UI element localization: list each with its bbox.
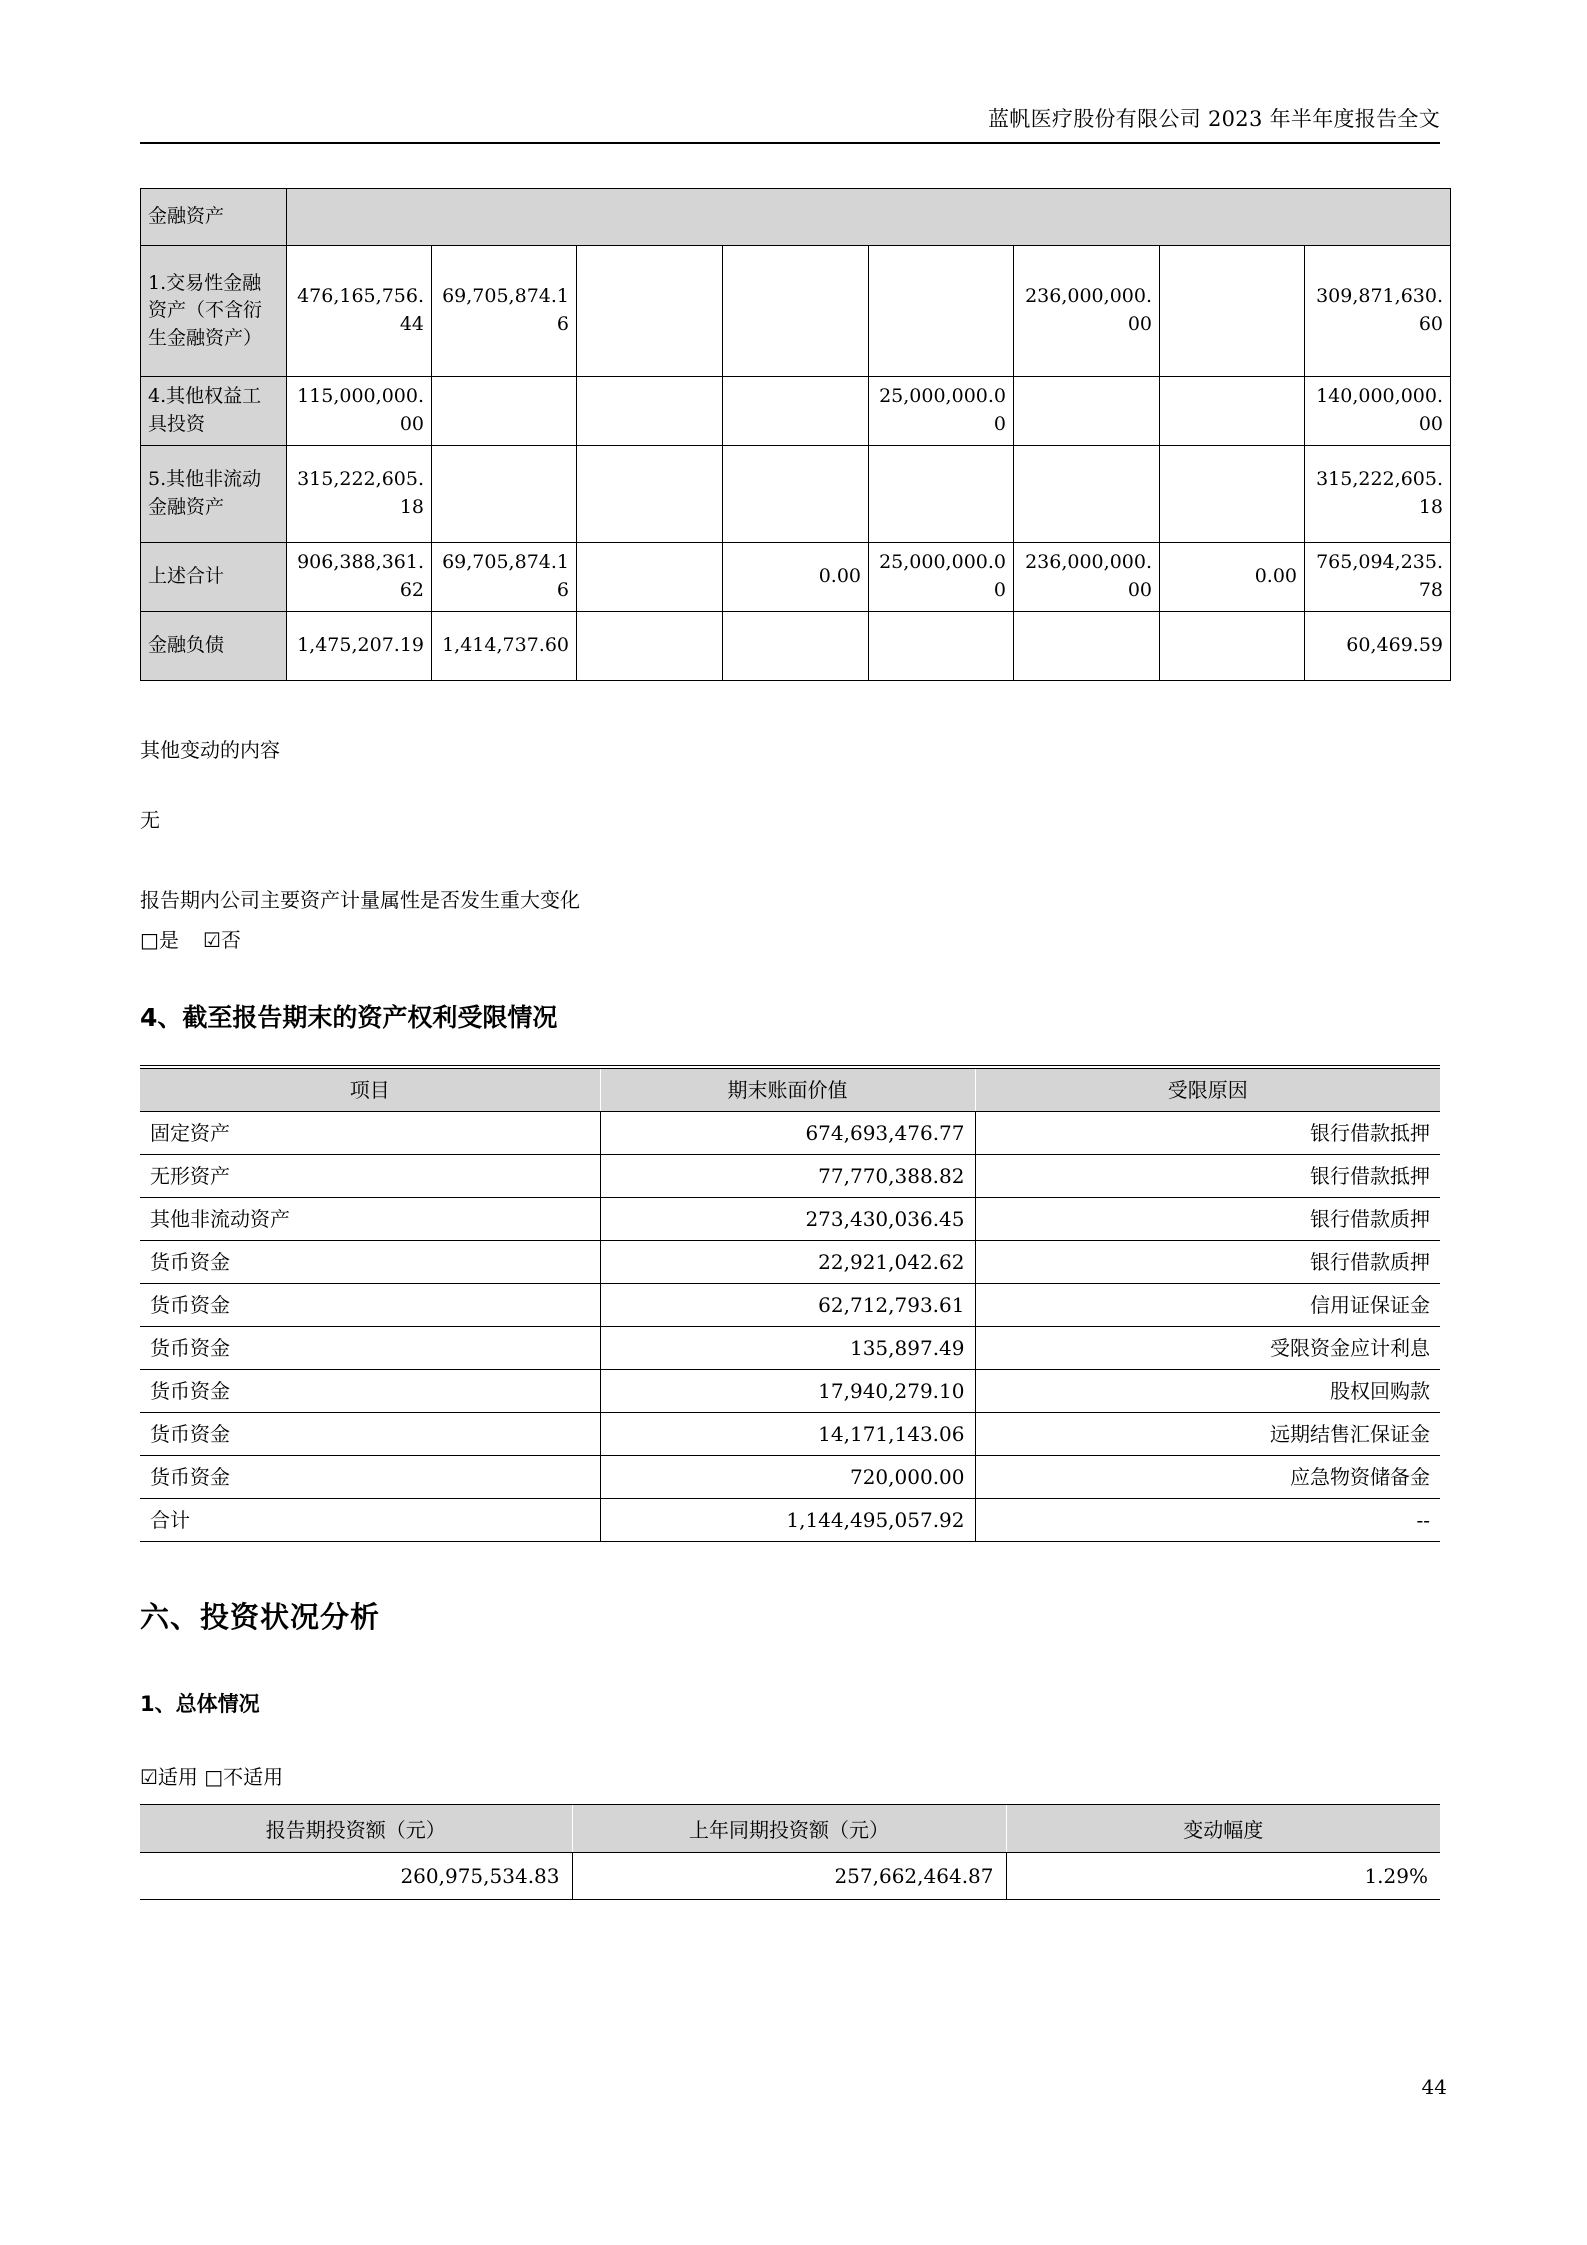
cell-value: 720,000.00 <box>600 1456 975 1499</box>
cell-prior-period: 257,662,464.87 <box>572 1853 1006 1900</box>
section-6-heading: 六、投资状况分析 <box>140 1600 381 1634</box>
row-cell: 765,094,235.78 <box>1305 543 1451 612</box>
cell-reason: 银行借款质押 <box>975 1241 1440 1284</box>
table-row <box>140 1284 1440 1327</box>
table-row <box>141 446 1451 543</box>
row-cell <box>432 446 577 543</box>
cell-reason: 股权回购款 <box>975 1370 1440 1413</box>
row-cell: 25,000,000.00 <box>869 543 1014 612</box>
cell-reason: 受限资金应计利息 <box>975 1327 1440 1370</box>
row-cell <box>1160 246 1305 377</box>
table-row <box>141 612 1451 681</box>
column-header-current-period: 报告期投资额（元） <box>140 1805 572 1853</box>
row-cell <box>869 446 1014 543</box>
cell-reason: 银行借款质押 <box>975 1198 1440 1241</box>
column-header-change-rate: 变动幅度 <box>1006 1805 1440 1853</box>
table-row <box>140 1456 1440 1499</box>
table-header-row <box>140 1069 1440 1112</box>
row-cell: 0.00 <box>1160 543 1305 612</box>
row-cell: 0.00 <box>723 543 869 612</box>
row-cell: 1,414,737.60 <box>432 612 577 681</box>
table-row-total <box>140 1499 1440 1542</box>
table-row <box>141 246 1451 377</box>
row-cell <box>577 612 723 681</box>
cell-value: 22,921,042.62 <box>600 1241 975 1284</box>
cell-item: 货币资金 <box>140 1370 600 1413</box>
table-row <box>140 1198 1440 1241</box>
row-cell <box>1014 377 1160 446</box>
row-cell: 140,000,000.00 <box>1305 377 1451 446</box>
row-cell <box>1014 612 1160 681</box>
row-cell <box>723 446 869 543</box>
row-cell <box>869 612 1014 681</box>
header-divider-rule <box>140 142 1440 144</box>
row-cell <box>723 612 869 681</box>
row-label: 1.交易性金融资产（不含衍生金融资产） <box>141 246 287 377</box>
cell-value: 62,712,793.61 <box>600 1284 975 1327</box>
cell-value: 14,171,143.06 <box>600 1413 975 1456</box>
applicability-checkboxes[interactable]: ☑适用 □不适用 <box>140 1765 284 1789</box>
financial-assets-title-cell: 金融资产 <box>141 189 287 246</box>
cell-reason: 应急物资储备金 <box>975 1456 1440 1499</box>
row-label: 4.其他权益工具投资 <box>141 377 287 446</box>
cell-value: 674,693,476.77 <box>600 1112 975 1155</box>
table-row <box>140 1155 1440 1198</box>
row-label: 5.其他非流动金融资产 <box>141 446 287 543</box>
row-cell <box>577 246 723 377</box>
row-cell <box>1014 446 1160 543</box>
restricted-table-top-rule <box>140 1065 1440 1066</box>
row-cell: 60,469.59 <box>1305 612 1451 681</box>
cell-change-rate: 1.29% <box>1006 1853 1440 1900</box>
cell-item: 其他非流动资产 <box>140 1198 600 1241</box>
table-row <box>140 1413 1440 1456</box>
cell-item: 货币资金 <box>140 1284 600 1327</box>
row-label: 上述合计 <box>141 543 287 612</box>
cell-item: 货币资金 <box>140 1241 600 1284</box>
row-cell: 236,000,000.00 <box>1014 543 1160 612</box>
section-4-heading: 4、截至报告期末的资产权利受限情况 <box>140 1003 558 1032</box>
cell-reason: 银行借款抵押 <box>975 1155 1440 1198</box>
checkbox-no[interactable]: ☑否 <box>203 928 241 952</box>
cell-item: 合计 <box>140 1499 600 1542</box>
row-cell <box>577 446 723 543</box>
row-label: 金融负债 <box>141 612 287 681</box>
cell-reason: -- <box>975 1499 1440 1542</box>
row-cell: 1,475,207.19 <box>287 612 432 681</box>
row-cell <box>577 377 723 446</box>
table-header-row <box>140 1805 1440 1853</box>
column-header-value: 期末账面价值 <box>600 1069 975 1112</box>
row-cell: 69,705,874.16 <box>432 543 577 612</box>
row-cell <box>1160 612 1305 681</box>
row-cell: 115,000,000.00 <box>287 377 432 446</box>
column-header-reason: 受限原因 <box>975 1069 1440 1112</box>
cell-value: 77,770,388.82 <box>600 1155 975 1198</box>
row-cell: 25,000,000.00 <box>869 377 1014 446</box>
restricted-assets-table <box>140 1068 1440 1542</box>
table-row-header <box>141 189 1451 246</box>
cell-value: 17,940,279.10 <box>600 1370 975 1413</box>
row-cell: 315,222,605.18 <box>1305 446 1451 543</box>
section-6-sub-heading: 1、总体情况 <box>140 1692 260 1716</box>
cell-item: 货币资金 <box>140 1456 600 1499</box>
row-cell <box>432 377 577 446</box>
row-cell: 315,222,605.18 <box>287 446 432 543</box>
row-cell: 309,871,630.60 <box>1305 246 1451 377</box>
cell-current-period: 260,975,534.83 <box>140 1853 572 1900</box>
measurement-change-question: 报告期内公司主要资产计量属性是否发生重大变化 <box>140 888 580 912</box>
row-cell <box>1160 377 1305 446</box>
row-cell: 906,388,361.62 <box>287 543 432 612</box>
cell-item: 固定资产 <box>140 1112 600 1155</box>
row-cell: 236,000,000.00 <box>1014 246 1160 377</box>
row-cell <box>723 377 869 446</box>
cell-item: 无形资产 <box>140 1155 600 1198</box>
row-cell <box>869 246 1014 377</box>
table-row <box>140 1853 1440 1900</box>
cell-value: 1,144,495,057.92 <box>600 1499 975 1542</box>
row-cell <box>577 543 723 612</box>
financial-assets-header-fill <box>287 189 1451 246</box>
table-row <box>140 1112 1440 1155</box>
cell-value: 135,897.49 <box>600 1327 975 1370</box>
checkbox-yes[interactable]: □是 <box>140 928 179 952</box>
other-changes-label: 其他变动的内容 <box>140 738 280 762</box>
cell-reason: 信用证保证金 <box>975 1284 1440 1327</box>
overall-investment-table <box>140 1804 1440 1900</box>
cell-reason: 银行借款抵押 <box>975 1112 1440 1155</box>
column-header-item: 项目 <box>140 1069 600 1112</box>
table-row <box>140 1241 1440 1284</box>
financial-assets-table <box>140 188 1451 681</box>
cell-item: 货币资金 <box>140 1327 600 1370</box>
table-row <box>140 1327 1440 1370</box>
other-changes-content: 无 <box>140 808 160 832</box>
column-header-prior-period: 上年同期投资额（元） <box>572 1805 1006 1853</box>
table-row <box>140 1370 1440 1413</box>
cell-item: 货币资金 <box>140 1413 600 1456</box>
page-number: 44 <box>1421 2075 1447 2099</box>
row-cell <box>1160 446 1305 543</box>
row-cell: 69,705,874.16 <box>432 246 577 377</box>
running-header: 蓝帆医疗股份有限公司 2023 年半年度报告全文 <box>988 107 1440 131</box>
table-row-total <box>141 543 1451 612</box>
cell-reason: 远期结售汇保证金 <box>975 1413 1440 1456</box>
row-cell: 476,165,756.44 <box>287 246 432 377</box>
cell-value: 273,430,036.45 <box>600 1198 975 1241</box>
row-cell <box>723 246 869 377</box>
table-row <box>141 377 1451 446</box>
